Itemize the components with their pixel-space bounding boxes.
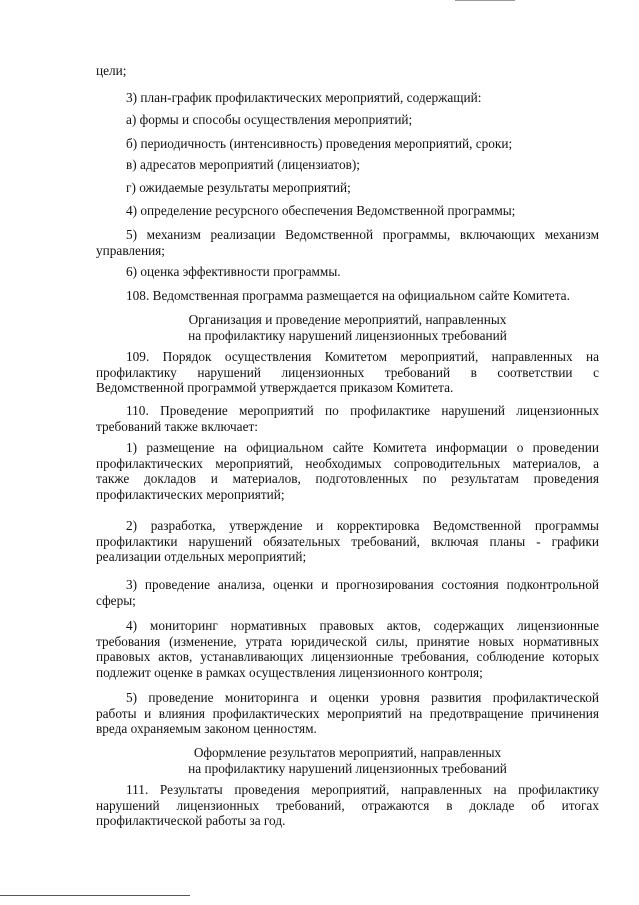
text-line: требования (изменение, утрата юридической силы, принятие новых нормативных: [96, 633, 599, 649]
paragraph-110-1: [96, 440, 599, 502]
text-line: вреда охраняемым законом ценностям.: [96, 721, 317, 736]
list-item-3b: б) периодичность (интенсивность) проведения мероприятий, сроки;: [126, 136, 513, 151]
text-line: реализации отдельных мероприятий;: [96, 549, 307, 564]
paragraph-110-5: [96, 690, 599, 737]
text-line: 1) размещение на официальном сайте Комитета информации о проведении: [126, 440, 599, 455]
text-line: 2) разработка, утверждение и корректировка Ведомственной программы: [126, 518, 599, 533]
top-scan-mark: [455, 0, 515, 1]
text-line: работы и влияния профилактических мероприятий на предотвращение причинения: [96, 705, 599, 721]
paragraph-110-2: [96, 518, 599, 565]
text-line: 111. Результаты проведения мероприятий, направленных на профилактику: [126, 782, 599, 797]
text-line: 109. Порядок осуществления Комитетом мероприятий, направленных на: [126, 349, 599, 364]
text-line: управления;: [96, 242, 165, 258]
text-line: подлежит оценке в рамках осуществления лицензионного контроля;: [96, 664, 483, 680]
text-line: профилактических мероприятий;: [96, 486, 285, 502]
text-line: профилактики нарушений обязательных требований, включая планы - графики: [96, 533, 599, 549]
text-line: правовых актов, устанавливающих лицензионные требования, соблюдение которых: [96, 649, 599, 664]
list-item-3: 3) план-график профилактических мероприятий, содержащий:: [126, 90, 482, 105]
section-heading-1: [96, 312, 599, 343]
continuation-text: цели;: [96, 63, 127, 78]
text-line: 110. Проведение мероприятий по профилактике нарушений лицензионных: [126, 403, 599, 418]
heading-line: на профилактику нарушений лицензионных требований: [188, 327, 507, 343]
text-line: профилактической работы за год.: [96, 813, 286, 828]
paragraph-110-3: [96, 577, 599, 608]
text-line: профилактических мероприятий, необходимых сопроводительных материалов, а: [96, 455, 599, 471]
text-line: профилактику нарушений лицензионных требований в соответствии с: [96, 364, 599, 380]
list-item-3a: а) формы и способы осуществления мероприятий;: [126, 112, 413, 127]
paragraph-108: 108. Ведомственная программа размещается на официальном сайте Комитета.: [126, 288, 570, 303]
text-line: Ведомственной программой утверждается приказом Комитета.: [96, 380, 454, 395]
text-line: нарушений лицензионных требований, отражаются в докладе об итогах: [96, 797, 599, 813]
text-line: требований также включает:: [96, 418, 258, 434]
paragraph-110-4: [96, 618, 599, 680]
heading-line: Организация и проведение мероприятий, направленных: [188, 312, 507, 327]
list-item-3c: в) адресатов мероприятий (лицензиатов);: [126, 157, 360, 172]
list-item-5: [96, 227, 599, 258]
section-heading-2: [96, 745, 599, 776]
list-item-6: 6) оценка эффективности программы.: [126, 264, 341, 279]
paragraph-111: [96, 782, 599, 829]
text-line: также докладов и материалов, подготовленных по результатам проведения: [96, 471, 599, 486]
heading-line: на профилактику нарушений лицензионных требований: [188, 760, 507, 776]
paragraph-109: [96, 349, 599, 396]
text-line: 5) механизм реализации Ведомственной программы, включающих механизм: [126, 227, 599, 242]
text-line: 5) проведение мониторинга и оценки уровня развития профилактической: [126, 690, 599, 705]
bottom-scan-line: [0, 895, 190, 896]
list-item-4: 4) определение ресурсного обеспечения Ведомственной программы;: [126, 203, 516, 218]
heading-line: Оформление результатов мероприятий, направленных: [193, 745, 502, 760]
text-line: 4) мониторинг нормативных правовых актов, содержащих лицензионные: [126, 618, 599, 633]
paragraph-110: [96, 403, 599, 434]
text-line: 3) проведение анализа, оценки и прогнозирования состояния подконтрольной: [126, 577, 599, 592]
list-item-3d: г) ожидаемые результаты мероприятий;: [126, 180, 351, 195]
text-line: сферы;: [96, 592, 136, 608]
